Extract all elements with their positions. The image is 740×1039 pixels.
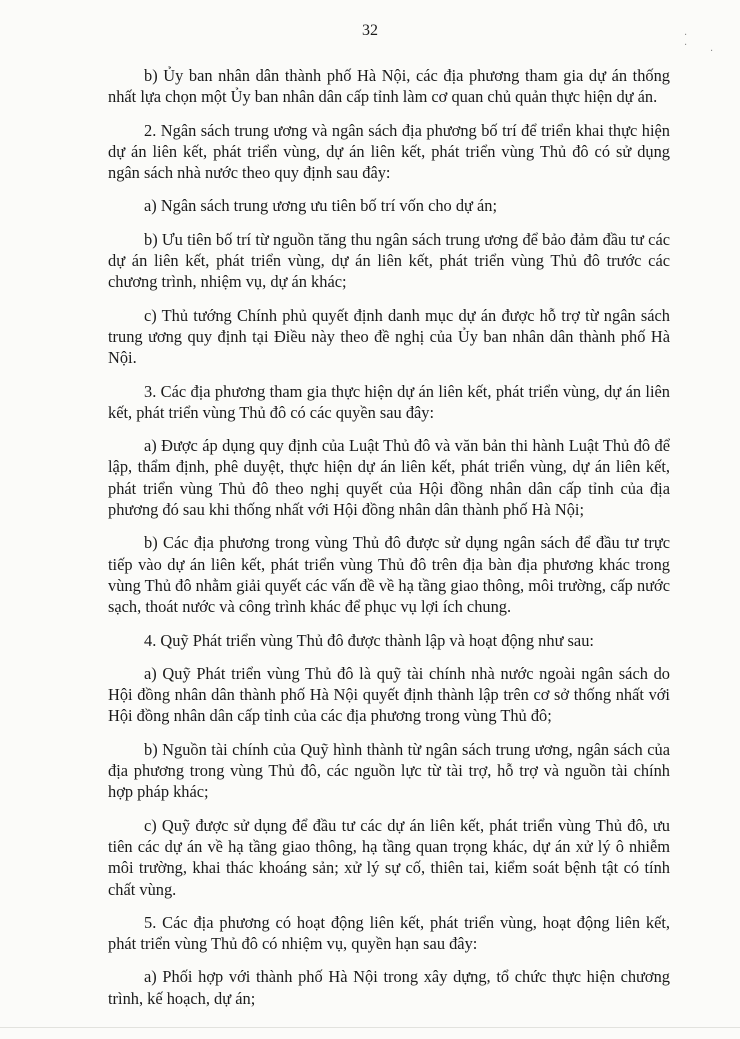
page-bottom-edge bbox=[0, 1027, 740, 1028]
paragraph: b) Ưu tiên bố trí từ nguồn tăng thu ngân sách trung ương để bảo đảm đầu tư các dự án liên kết, phát triển vùng, dự án liên kết, phát triển vùng Thủ đô trước các chương trình, nhiệm vụ, dự án khác; bbox=[108, 229, 670, 292]
scan-speck: · bbox=[684, 40, 688, 51]
scan-speck: · bbox=[710, 46, 714, 57]
paragraph: a) Quỹ Phát triển vùng Thủ đô là quỹ tài chính nhà nước ngoài ngân sách do Hội đồng nhân dân thành phố Hà Nội quyết định thành lập trên cơ sở thống nhất với Hội đồng nhân dân cấp tỉnh của các địa phương trong vùng Thủ đô; bbox=[108, 663, 670, 726]
paragraph: a) Ngân sách trung ương ưu tiên bố trí vốn cho dự án; bbox=[144, 196, 498, 216]
paragraph: c) Quỹ được sử dụng để đầu tư các dự án liên kết, phát triển vùng Thủ đô, ưu tiên các dự án về hạ tầng giao thông, hạ tầng quan trọng khác, dự án xử lý ô nhiễm môi trường, khai thác khoáng sản; xử lý sự cố, thiên tai, kiểm soát bệnh tật có tính chất vùng. bbox=[108, 815, 670, 899]
paragraph: b) Các địa phương trong vùng Thủ đô được sử dụng ngân sách để đầu tư trực tiếp vào dự án liên kết, phát triển vùng Thủ đô trên địa bàn địa phương khác trong vùng Thủ đô nhằm giải quyết các vấn đề về hạ tầng giao thông, môi trường, cấp nước sạch, thoát nước và công trình khác để phục vụ lợi ích chung. bbox=[108, 533, 670, 617]
paragraph: 3. Các địa phương tham gia thực hiện dự án liên kết, phát triển vùng, dự án liên kết, phát triển vùng Thủ đô có các quyền sau đây: bbox=[108, 381, 670, 422]
paragraph: b) Nguồn tài chính của Quỹ hình thành từ ngân sách trung ương, ngân sách của địa phương trong vùng Thủ đô, các nguồn lực từ tài trợ, hỗ trợ và nguồn tài chính hợp pháp khác; bbox=[108, 739, 670, 802]
paragraph: a) Được áp dụng quy định của Luật Thủ đô và văn bản thi hành Luật Thủ đô để lập, thẩm định, phê duyệt, thực hiện dự án liên kết, phát triển vùng, dự án liên kết, phát triển vùng Thủ đô theo nghị quyết của Hội đồng nhân dân cấp tỉnh của địa phương đó sau khi thống nhất với Hội đồng nhân dân thành phố Hà Nội; bbox=[108, 436, 670, 520]
paragraph: b) Ủy ban nhân dân thành phố Hà Nội, các địa phương tham gia dự án thống nhất lựa chọn một Ủy ban nhân dân cấp tỉnh làm cơ quan chủ quản thực hiện dự án. bbox=[108, 66, 670, 107]
paragraph: 4. Quỹ Phát triển vùng Thủ đô được thành lập và hoạt động như sau: bbox=[144, 630, 594, 650]
scan-speck: · bbox=[684, 30, 688, 41]
page-number: 32 bbox=[362, 22, 378, 39]
paragraph: c) Thủ tướng Chính phủ quyết định danh mục dự án được hỗ trợ từ ngân sách trung ương quy định tại Điều này theo đề nghị của Ủy ban nhân dân thành phố Hà Nội. bbox=[108, 305, 670, 368]
paragraph: 5. Các địa phương có hoạt động liên kết, phát triển vùng, hoạt động liên kết, phát triển vùng Thủ đô có nhiệm vụ, quyền hạn sau đây: bbox=[108, 912, 670, 954]
paragraph: 2. Ngân sách trung ương và ngân sách địa phương bố trí để triển khai thực hiện dự án liên kết, phát triển vùng, dự án liên kết, phát triển vùng Thủ đô có sử dụng ngân sách nhà nước theo quy định sau đây: bbox=[108, 120, 670, 183]
paragraph: a) Phối hợp với thành phố Hà Nội trong xây dựng, tổ chức thực hiện chương trình, kế hoạch, dự án; bbox=[108, 967, 670, 1008]
body-text bbox=[108, 65, 670, 1021]
